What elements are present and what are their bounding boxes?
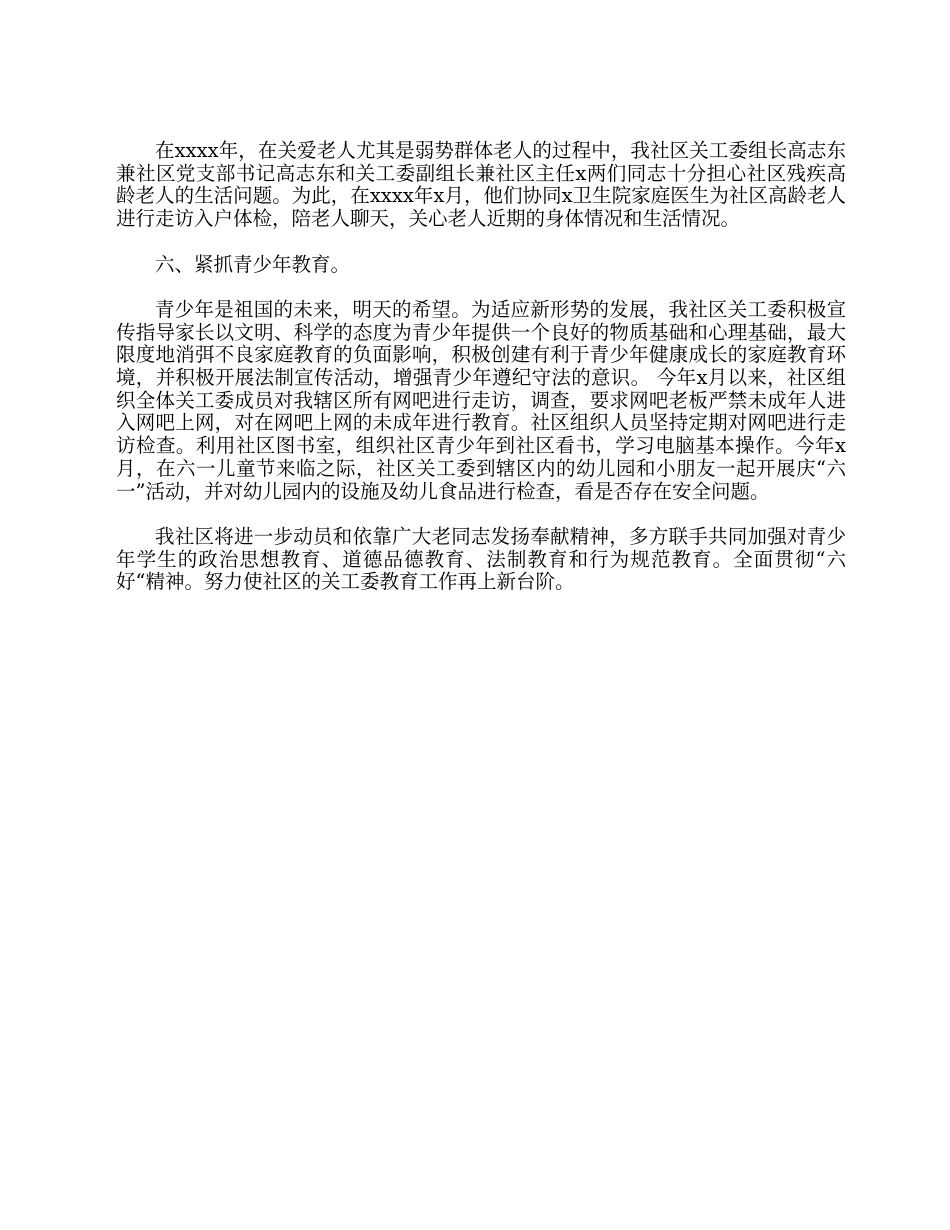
paragraph-conclusion: 我社区将进一步动员和依靠广大老同志发扬奉献精神，多方联手共同加强对青少年学生的政治思想教育、道德品德教育、法制教育和行为规范教育。全面贯彻“六好“精神。努力使社区的关工委教育工作再上新台阶。 <box>116 524 846 594</box>
document-body <box>116 140 846 617</box>
paragraph-elderly-care: 在xxxx年，在关爱老人尤其是弱势群体老人的过程中，我社区关工委组长高志东兼社区党支部书记高志东和关工委副组长兼社区主任x两们同志十分担心社区残疾高龄老人的生活问题。为此，在xxxx年x月，他们协同x卫生院家庭医生为社区高龄老人进行走访入户体检，陪老人聊天，关心老人近期的身体情况和生活情况。 <box>116 139 846 231</box>
section-heading-youth-education: 六、紧抓青少年教育。 <box>155 252 351 276</box>
paragraph-youth-education: 青少年是祖国的未来，明天的希望。为适应新形势的发展，我社区关工委积极宣传指导家长以文明、科学的态度为青少年提供一个良好的物质基础和心理基础，最大限度地消弭不良家庭教育的负面影响，积极创建有利于青少年健康成长的家庭教育环境，并积极开展法制宣传活动，增强青少年遵纪守法的意识。 今年x月以来，社区组织全体关工委成员对我辖区所有网吧进行走访，调查，要求网吧老板严禁未成年人进入网吧上网，对在网吧上网的未成年进行教育。社区组织人员坚持定期对网吧进行走访检查。利用社区图书室，组织社区青少年到社区看书，学习电脑基本操作。今年x月，在六一儿童节来临之际，社区关工委到辖区内的幼儿园和小朋友一起开展庆“六一”活动，并对幼儿园内的设施及幼儿食品进行检查，看是否存在安全问题。 <box>116 297 846 503</box>
